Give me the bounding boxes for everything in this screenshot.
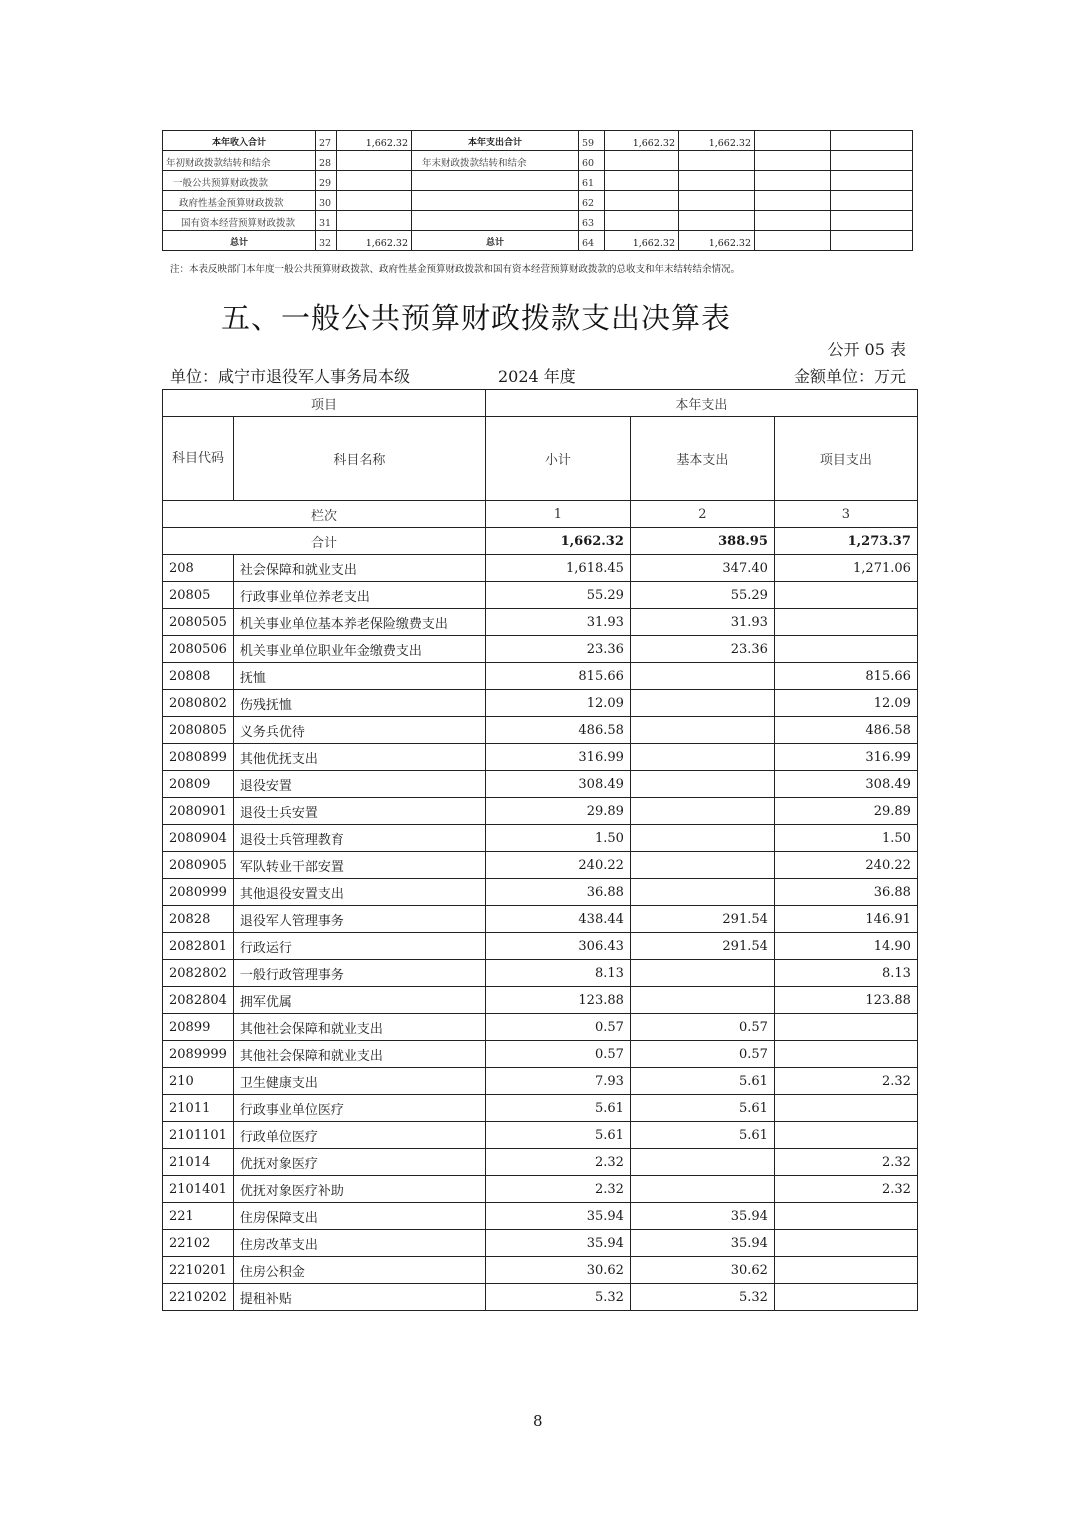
right-label: 年末财政拨款结转和结余: [412, 151, 579, 171]
header-name: 科目名称: [233, 417, 485, 501]
row-code: 20899: [163, 1014, 234, 1041]
income-expense-summary-table: [162, 130, 913, 251]
row-project: [774, 1203, 917, 1230]
left-value: [337, 151, 412, 171]
row-name: 社会保障和就业支出: [233, 555, 485, 582]
row-project: 316.99: [774, 744, 917, 771]
right-value-1: [605, 211, 679, 231]
row-basic: 0.57: [630, 1014, 774, 1041]
row-project: 123.88: [774, 987, 917, 1014]
row-subtotal: 5.32: [485, 1284, 630, 1311]
table-row: [163, 798, 918, 825]
left-line-number: 30: [316, 191, 337, 211]
row-code: 2082801: [163, 933, 234, 960]
row-name: 提租补贴: [233, 1284, 485, 1311]
table-row: [163, 933, 918, 960]
row-name: 优抚对象医疗: [233, 1149, 485, 1176]
row-name: 退役士兵安置: [233, 798, 485, 825]
right-label: 本年支出合计: [412, 131, 579, 151]
row-subtotal: 306.43: [485, 933, 630, 960]
row-code: 21014: [163, 1149, 234, 1176]
right-value-3: [755, 131, 831, 151]
table-row: [163, 717, 918, 744]
row-name: 行政运行: [233, 933, 485, 960]
left-value: [337, 171, 412, 191]
right-value-2: [679, 171, 755, 191]
row-basic: [630, 717, 774, 744]
row-project: 1,271.06: [774, 555, 917, 582]
row-name: 其他社会保障和就业支出: [233, 1014, 485, 1041]
row-name: 一般行政管理事务: [233, 960, 485, 987]
row-subtotal: 123.88: [485, 987, 630, 1014]
total-label: 合计: [163, 528, 486, 555]
row-subtotal: 31.93: [485, 609, 630, 636]
row-basic: [630, 852, 774, 879]
right-value-2: [679, 151, 755, 171]
row-subtotal: 240.22: [485, 852, 630, 879]
table-row: [163, 825, 918, 852]
row-code: 2080805: [163, 717, 234, 744]
table-row: [163, 1149, 918, 1176]
row-code: 208: [163, 555, 234, 582]
document-title: 五、一般公共预算财政拨款支出决算表: [221, 301, 732, 335]
row-project: 29.89: [774, 798, 917, 825]
left-label: 政府性基金预算财政拨款: [163, 191, 316, 211]
left-label: 国有资本经营预算财政拨款: [163, 211, 316, 231]
table-row: [163, 960, 918, 987]
row-basic: 291.54: [630, 933, 774, 960]
table-row: [163, 879, 918, 906]
row-subtotal: 8.13: [485, 960, 630, 987]
row-subtotal: 308.49: [485, 771, 630, 798]
table-row: [163, 1122, 918, 1149]
row-name: 义务兵优待: [233, 717, 485, 744]
row-code: 2082802: [163, 960, 234, 987]
row-project: 240.22: [774, 852, 917, 879]
header-project: 项目: [163, 390, 486, 417]
row-name: 抚恤: [233, 663, 485, 690]
row-name: 其他社会保障和就业支出: [233, 1041, 485, 1068]
row-basic: [630, 798, 774, 825]
right-value-3: [755, 211, 831, 231]
row-project: 2.32: [774, 1149, 917, 1176]
table-note: 注：本表反映部门本年度一般公共预算财政拨款、政府性基金预算财政拨款和国有资本经营预算财政拨款的总收支和年末结转结余情况。: [170, 264, 741, 275]
header-project-expense: 项目支出: [774, 417, 917, 501]
row-code: 22102: [163, 1230, 234, 1257]
table-row: [163, 555, 918, 582]
row-subtotal: 35.94: [485, 1230, 630, 1257]
row-name: 机关事业单位职业年金缴费支出: [233, 636, 485, 663]
row-name: 住房改革支出: [233, 1230, 485, 1257]
row-subtotal: 5.61: [485, 1122, 630, 1149]
row-basic: 30.62: [630, 1257, 774, 1284]
table-row: [163, 582, 918, 609]
row-subtotal: 30.62: [485, 1257, 630, 1284]
right-value-4: [831, 131, 913, 151]
right-value-1: [605, 151, 679, 171]
row-project: 815.66: [774, 663, 917, 690]
row-subtotal: 5.61: [485, 1095, 630, 1122]
row-code: 2082804: [163, 987, 234, 1014]
right-value-2: 1,662.32: [679, 231, 755, 251]
row-code: 2080904: [163, 825, 234, 852]
table-row: [163, 1284, 918, 1311]
row-code: 2080505: [163, 609, 234, 636]
row-basic: 5.32: [630, 1284, 774, 1311]
right-value-4: [831, 191, 913, 211]
left-value: [337, 191, 412, 211]
table-row: [163, 1203, 918, 1230]
table-row: [163, 1095, 918, 1122]
row-subtotal: 2.32: [485, 1176, 630, 1203]
row-project: 308.49: [774, 771, 917, 798]
right-line-number: 61: [579, 171, 605, 191]
total-subtotal: 1,662.32: [485, 528, 630, 555]
row-subtotal: 815.66: [485, 663, 630, 690]
header-row-2: [163, 417, 918, 501]
row-project: [774, 1284, 917, 1311]
left-label: 总计: [163, 231, 316, 251]
table-row: [163, 987, 918, 1014]
row-subtotal: 0.57: [485, 1014, 630, 1041]
left-label: 一般公共预算财政拨款: [163, 171, 316, 191]
row-basic: 5.61: [630, 1068, 774, 1095]
money-unit: 金额单位：万元: [793, 367, 906, 386]
row-subtotal: 1.50: [485, 825, 630, 852]
row-name: 优抚对象医疗补助: [233, 1176, 485, 1203]
row-code: 2080999: [163, 879, 234, 906]
row-code: 2210202: [163, 1284, 234, 1311]
right-value-4: [831, 151, 913, 171]
right-value-3: [755, 191, 831, 211]
row-project: 486.58: [774, 717, 917, 744]
table-row: [163, 906, 918, 933]
row-basic: [630, 771, 774, 798]
row-basic: [630, 663, 774, 690]
total-row: [163, 528, 918, 555]
table-row: [163, 744, 918, 771]
right-label: [412, 211, 579, 231]
row-basic: 291.54: [630, 906, 774, 933]
reporting-unit: 单位：咸宁市退役军人事务局本级: [170, 367, 411, 386]
row-project: [774, 1095, 917, 1122]
right-value-1: 1,662.32: [605, 231, 679, 251]
row-code: 20809: [163, 771, 234, 798]
row-name: 行政单位医疗: [233, 1122, 485, 1149]
row-project: [774, 582, 917, 609]
header-code: 科目代码: [163, 417, 234, 501]
row-project: [774, 1122, 917, 1149]
row-subtotal: 23.36: [485, 636, 630, 663]
row-basic: [630, 960, 774, 987]
summary-row: [163, 151, 913, 171]
row-project: 146.91: [774, 906, 917, 933]
row-project: [774, 609, 917, 636]
row-basic: [630, 1149, 774, 1176]
row-project: 36.88: [774, 879, 917, 906]
row-name: 行政事业单位养老支出: [233, 582, 485, 609]
table-row: [163, 663, 918, 690]
row-code: 221: [163, 1203, 234, 1230]
row-subtotal: 55.29: [485, 582, 630, 609]
row-code: 2080802: [163, 690, 234, 717]
left-line-number: 29: [316, 171, 337, 191]
row-basic: [630, 690, 774, 717]
row-basic: [630, 987, 774, 1014]
row-basic: 23.36: [630, 636, 774, 663]
table-row: [163, 1230, 918, 1257]
row-project: [774, 1041, 917, 1068]
row-project: 8.13: [774, 960, 917, 987]
row-basic: [630, 1176, 774, 1203]
row-subtotal: 316.99: [485, 744, 630, 771]
row-name: 住房保障支出: [233, 1203, 485, 1230]
right-line-number: 63: [579, 211, 605, 231]
table-row: [163, 1041, 918, 1068]
row-project: [774, 1014, 917, 1041]
right-value-3: [755, 151, 831, 171]
summary-row: [163, 171, 913, 191]
table-row: [163, 1257, 918, 1284]
row-name: 退役安置: [233, 771, 485, 798]
row-code: 2080905: [163, 852, 234, 879]
left-line-number: 28: [316, 151, 337, 171]
left-label: 本年收入合计: [163, 131, 316, 151]
table-row: [163, 690, 918, 717]
column-index-label: 栏次: [163, 501, 486, 528]
right-label: 总计: [412, 231, 579, 251]
right-value-4: [831, 211, 913, 231]
table-row: [163, 636, 918, 663]
right-value-3: [755, 171, 831, 191]
row-subtotal: 12.09: [485, 690, 630, 717]
row-code: 2101401: [163, 1176, 234, 1203]
right-line-number: 60: [579, 151, 605, 171]
left-value: 1,662.32: [337, 231, 412, 251]
page-number: 8: [533, 1412, 543, 1430]
right-label: [412, 171, 579, 191]
right-line-number: 59: [579, 131, 605, 151]
row-code: 2101101: [163, 1122, 234, 1149]
row-basic: 347.40: [630, 555, 774, 582]
row-code: 20828: [163, 906, 234, 933]
right-value-1: 1,662.32: [605, 131, 679, 151]
row-code: 20808: [163, 663, 234, 690]
left-label: 年初财政拨款结转和结余: [163, 151, 316, 171]
row-basic: 5.61: [630, 1095, 774, 1122]
column-index-row: [163, 501, 918, 528]
row-basic: 31.93: [630, 609, 774, 636]
row-subtotal: 486.58: [485, 717, 630, 744]
header-subtotal: 小计: [485, 417, 630, 501]
right-value-2: [679, 191, 755, 211]
row-project: [774, 636, 917, 663]
table-code: 公开 05 表: [827, 340, 906, 359]
row-basic: 5.61: [630, 1122, 774, 1149]
right-value-2: 1,662.32: [679, 131, 755, 151]
left-line-number: 31: [316, 211, 337, 231]
row-code: 210: [163, 1068, 234, 1095]
row-code: 2089999: [163, 1041, 234, 1068]
left-value: [337, 211, 412, 231]
row-code: 2080901: [163, 798, 234, 825]
row-basic: [630, 744, 774, 771]
summary-row: [163, 191, 913, 211]
right-line-number: 62: [579, 191, 605, 211]
row-subtotal: 7.93: [485, 1068, 630, 1095]
row-name: 其他优抚支出: [233, 744, 485, 771]
table-row: [163, 771, 918, 798]
column-index-3: 3: [774, 501, 917, 528]
header-basic: 基本支出: [630, 417, 774, 501]
row-subtotal: 1,618.45: [485, 555, 630, 582]
row-name: 退役士兵管理教育: [233, 825, 485, 852]
header-row-1: [163, 390, 918, 417]
row-subtotal: 35.94: [485, 1203, 630, 1230]
row-name: 军队转业干部安置: [233, 852, 485, 879]
row-project: 12.09: [774, 690, 917, 717]
row-basic: 35.94: [630, 1230, 774, 1257]
row-basic: 35.94: [630, 1203, 774, 1230]
row-subtotal: 0.57: [485, 1041, 630, 1068]
row-subtotal: 29.89: [485, 798, 630, 825]
header-current-expense: 本年支出: [485, 390, 917, 417]
table-row: [163, 1068, 918, 1095]
row-project: [774, 1257, 917, 1284]
expenditure-table: [162, 389, 918, 1311]
row-name: 拥军优属: [233, 987, 485, 1014]
row-subtotal: 2.32: [485, 1149, 630, 1176]
column-index-2: 2: [630, 501, 774, 528]
row-code: 2080506: [163, 636, 234, 663]
summary-row: [163, 231, 913, 251]
row-name: 机关事业单位基本养老保险缴费支出: [233, 609, 485, 636]
right-label: [412, 191, 579, 211]
right-value-3: [755, 231, 831, 251]
unit-line: [170, 364, 906, 386]
total-basic: 388.95: [630, 528, 774, 555]
table-row: [163, 852, 918, 879]
row-name: 其他退役安置支出: [233, 879, 485, 906]
row-code: 2080899: [163, 744, 234, 771]
row-basic: [630, 825, 774, 852]
row-project: [774, 1230, 917, 1257]
row-name: 行政事业单位医疗: [233, 1095, 485, 1122]
summary-row: [163, 131, 913, 151]
right-value-1: [605, 191, 679, 211]
fiscal-year: 2024 年度: [498, 367, 576, 386]
row-name: 卫生健康支出: [233, 1068, 485, 1095]
row-project: 14.90: [774, 933, 917, 960]
table-row: [163, 1014, 918, 1041]
row-basic: 55.29: [630, 582, 774, 609]
right-value-4: [831, 171, 913, 191]
row-code: 20805: [163, 582, 234, 609]
table-row: [163, 1176, 918, 1203]
right-line-number: 64: [579, 231, 605, 251]
column-index-1: 1: [485, 501, 630, 528]
right-value-4: [831, 231, 913, 251]
total-project: 1,273.37: [774, 528, 917, 555]
row-basic: 0.57: [630, 1041, 774, 1068]
left-line-number: 27: [316, 131, 337, 151]
row-name: 住房公积金: [233, 1257, 485, 1284]
summary-row: [163, 211, 913, 231]
row-subtotal: 36.88: [485, 879, 630, 906]
table-row: [163, 609, 918, 636]
row-code: 21011: [163, 1095, 234, 1122]
row-code: 2210201: [163, 1257, 234, 1284]
row-project: 2.32: [774, 1176, 917, 1203]
row-project: 2.32: [774, 1068, 917, 1095]
row-name: 伤残抚恤: [233, 690, 485, 717]
right-value-2: [679, 211, 755, 231]
row-basic: [630, 879, 774, 906]
row-project: 1.50: [774, 825, 917, 852]
row-name: 退役军人管理事务: [233, 906, 485, 933]
left-value: 1,662.32: [337, 131, 412, 151]
right-value-1: [605, 171, 679, 191]
row-subtotal: 438.44: [485, 906, 630, 933]
left-line-number: 32: [316, 231, 337, 251]
